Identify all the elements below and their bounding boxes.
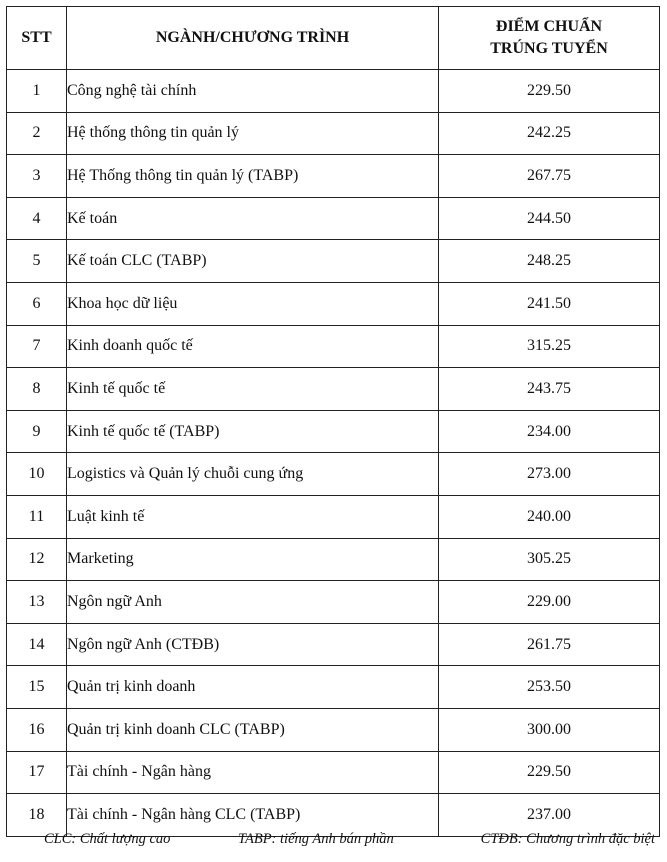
- table-row: [7, 581, 660, 624]
- table-row: [7, 240, 660, 283]
- table-row: [7, 453, 660, 496]
- row-program: Kinh tế quốc tế: [67, 368, 439, 411]
- row-score: 248.25: [439, 240, 660, 283]
- table-row: [7, 623, 660, 666]
- row-stt: 3: [7, 155, 67, 198]
- footnote-clc: CLC: Chất lượng cao: [44, 831, 171, 847]
- header-score: [439, 7, 660, 70]
- row-program: Hệ Thống thông tin quản lý (TABP): [67, 155, 439, 198]
- header-stt: STT: [7, 7, 67, 70]
- table-row: [7, 666, 660, 709]
- table-row: [7, 112, 660, 155]
- row-score: 273.00: [439, 453, 660, 496]
- row-stt: 14: [7, 623, 67, 666]
- row-stt: 6: [7, 282, 67, 325]
- row-stt: 7: [7, 325, 67, 368]
- row-score: 229.50: [439, 70, 660, 113]
- row-stt: 15: [7, 666, 67, 709]
- row-program: Logistics và Quản lý chuỗi cung ứng: [67, 453, 439, 496]
- table-row: [7, 410, 660, 453]
- row-stt: 16: [7, 708, 67, 751]
- footnote-ctdb: CTĐB: Chương trình đặc biệt: [480, 831, 655, 847]
- row-score: 315.25: [439, 325, 660, 368]
- table-row: [7, 70, 660, 113]
- row-stt: 5: [7, 240, 67, 283]
- admission-scores-table: [6, 6, 660, 837]
- row-program: Quản trị kinh doanh CLC (TABP): [67, 708, 439, 751]
- row-stt: 9: [7, 410, 67, 453]
- row-program: Hệ thống thông tin quản lý: [67, 112, 439, 155]
- row-stt: 17: [7, 751, 67, 794]
- table-row: [7, 495, 660, 538]
- table-row: [7, 282, 660, 325]
- row-program: Kế toán: [67, 197, 439, 240]
- row-program: Quản trị kinh doanh: [67, 666, 439, 709]
- header-score-line1: ĐIỂM CHUẨN: [495, 18, 603, 35]
- table-row: [7, 538, 660, 581]
- row-score: 234.00: [439, 410, 660, 453]
- row-score: 241.50: [439, 282, 660, 325]
- row-score: 253.50: [439, 666, 660, 709]
- row-score: 229.50: [439, 751, 660, 794]
- row-program: Kế toán CLC (TABP): [67, 240, 439, 283]
- row-program: Marketing: [67, 538, 439, 581]
- row-stt: 13: [7, 581, 67, 624]
- row-program: Công nghệ tài chính: [67, 70, 439, 113]
- row-program: Khoa học dữ liệu: [67, 282, 439, 325]
- row-score: 237.00: [439, 794, 660, 837]
- table-row: [7, 325, 660, 368]
- row-score: 244.50: [439, 197, 660, 240]
- row-score: 261.75: [439, 623, 660, 666]
- footnote-tabp: TABP: tiếng Anh bán phần: [238, 831, 394, 847]
- row-score: 305.25: [439, 538, 660, 581]
- row-score: 229.00: [439, 581, 660, 624]
- row-score: 240.00: [439, 495, 660, 538]
- row-score: 242.25: [439, 112, 660, 155]
- row-stt: 12: [7, 538, 67, 581]
- table-header-row: [7, 7, 660, 70]
- row-score: 300.00: [439, 708, 660, 751]
- table-body: [7, 70, 660, 837]
- row-program: Tài chính - Ngân hàng: [67, 751, 439, 794]
- row-stt: 2: [7, 112, 67, 155]
- table-row: [7, 368, 660, 411]
- row-program: Luật kinh tế: [67, 495, 439, 538]
- row-score: 267.75: [439, 155, 660, 198]
- row-stt: 18: [7, 794, 67, 837]
- table-row: [7, 197, 660, 240]
- admission-scores-sheet: [6, 6, 659, 837]
- row-score: 243.75: [439, 368, 660, 411]
- row-stt: 8: [7, 368, 67, 411]
- row-program: Kinh doanh quốc tế: [67, 325, 439, 368]
- row-stt: 11: [7, 495, 67, 538]
- footnotes: [6, 829, 659, 851]
- row-program: Kinh tế quốc tế (TABP): [67, 410, 439, 453]
- row-program: Ngôn ngữ Anh (CTĐB): [67, 623, 439, 666]
- header-score-line2: TRÚNG TUYỂN: [490, 40, 608, 57]
- row-stt: 1: [7, 70, 67, 113]
- row-stt: 4: [7, 197, 67, 240]
- table-row: [7, 155, 660, 198]
- table-row: [7, 708, 660, 751]
- row-program: Tài chính - Ngân hàng CLC (TABP): [67, 794, 439, 837]
- row-stt: 10: [7, 453, 67, 496]
- header-program: NGÀNH/CHƯƠNG TRÌNH: [67, 7, 439, 70]
- row-program: Ngôn ngữ Anh: [67, 581, 439, 624]
- table-row: [7, 751, 660, 794]
